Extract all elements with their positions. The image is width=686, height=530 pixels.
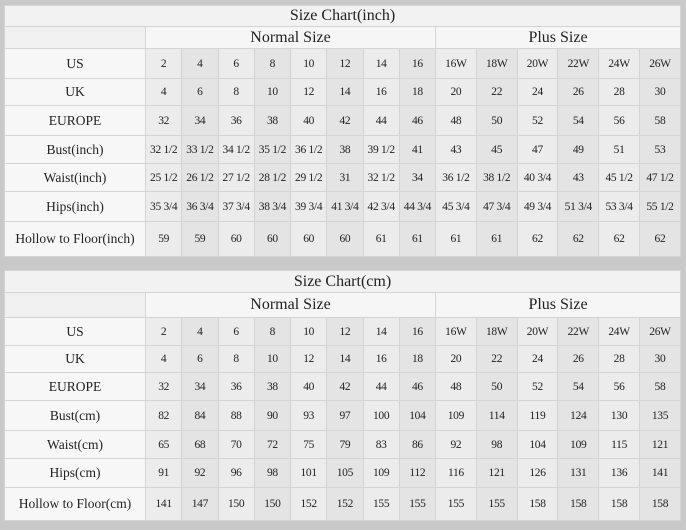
- size-value-cell: 28: [599, 79, 640, 106]
- size-chart-cm: [4, 270, 681, 521]
- size-value-cell: 93: [291, 401, 327, 431]
- size-value-cell: 6: [182, 79, 218, 106]
- size-value-cell: 22: [476, 346, 517, 373]
- size-value-cell: 59: [182, 222, 218, 257]
- size-value-cell: 86: [399, 431, 435, 459]
- size-value-cell: 26W: [640, 49, 681, 79]
- size-value-cell: 126: [517, 459, 558, 488]
- size-value-cell: 50: [476, 106, 517, 136]
- size-value-cell: 32 1/2: [363, 164, 399, 192]
- size-value-cell: 109: [558, 431, 599, 459]
- corner-cell: [5, 27, 146, 49]
- size-value-cell: 16: [363, 346, 399, 373]
- size-value-cell: 92: [182, 459, 218, 488]
- size-value-cell: 30: [640, 79, 681, 106]
- size-value-cell: 14: [327, 79, 363, 106]
- size-value-cell: 8: [254, 318, 290, 346]
- size-group-row: [5, 27, 681, 49]
- size-value-cell: 38 3/4: [254, 192, 290, 222]
- size-value-cell: 97: [327, 401, 363, 431]
- size-value-cell: 36 1/2: [436, 164, 477, 192]
- size-value-cell: 24: [517, 79, 558, 106]
- size-value-cell: 54: [558, 106, 599, 136]
- size-value-cell: 30: [640, 346, 681, 373]
- size-value-cell: 16: [399, 318, 435, 346]
- size-value-cell: 112: [399, 459, 435, 488]
- size-value-cell: 43: [558, 164, 599, 192]
- size-value-cell: 14: [363, 49, 399, 79]
- size-value-cell: 40: [291, 106, 327, 136]
- size-value-cell: 4: [182, 49, 218, 79]
- row-label: Hips(cm): [5, 459, 146, 488]
- size-value-cell: 4: [146, 346, 182, 373]
- size-value-cell: 16W: [436, 318, 477, 346]
- size-value-cell: 27 1/2: [218, 164, 254, 192]
- table-row: [5, 373, 681, 401]
- size-value-cell: 60: [254, 222, 290, 257]
- size-value-cell: 39 3/4: [291, 192, 327, 222]
- size-value-cell: 34: [182, 106, 218, 136]
- size-value-cell: 10: [254, 79, 290, 106]
- size-value-cell: 141: [146, 488, 182, 521]
- size-value-cell: 36: [218, 373, 254, 401]
- table-row: [5, 106, 681, 136]
- size-value-cell: 152: [327, 488, 363, 521]
- size-value-cell: 50: [476, 373, 517, 401]
- size-value-cell: 135: [640, 401, 681, 431]
- corner-cell: [5, 293, 146, 318]
- size-value-cell: 28 1/2: [254, 164, 290, 192]
- size-value-cell: 2: [146, 318, 182, 346]
- size-value-cell: 44: [363, 106, 399, 136]
- size-value-cell: 53: [640, 136, 681, 164]
- size-value-cell: 10: [291, 49, 327, 79]
- size-value-cell: 42 3/4: [363, 192, 399, 222]
- size-value-cell: 61: [436, 222, 477, 257]
- table-row: [5, 318, 681, 346]
- row-label: US: [5, 49, 146, 79]
- table-row: [5, 431, 681, 459]
- size-value-cell: 68: [182, 431, 218, 459]
- size-value-cell: 12: [291, 346, 327, 373]
- size-value-cell: 58: [640, 373, 681, 401]
- size-value-cell: 88: [218, 401, 254, 431]
- size-value-cell: 24W: [599, 49, 640, 79]
- size-value-cell: 79: [327, 431, 363, 459]
- size-value-cell: 32: [146, 373, 182, 401]
- table-row: [5, 49, 681, 79]
- size-value-cell: 26 1/2: [182, 164, 218, 192]
- size-value-cell: 44 3/4: [399, 192, 435, 222]
- size-value-cell: 36 3/4: [182, 192, 218, 222]
- size-value-cell: 10: [291, 318, 327, 346]
- size-value-cell: 45 1/2: [599, 164, 640, 192]
- size-value-cell: 114: [476, 401, 517, 431]
- size-value-cell: 56: [599, 373, 640, 401]
- size-value-cell: 24W: [599, 318, 640, 346]
- row-label: Waist(cm): [5, 431, 146, 459]
- table-row: [5, 401, 681, 431]
- size-value-cell: 38: [254, 106, 290, 136]
- size-value-cell: 83: [363, 431, 399, 459]
- size-value-cell: 105: [327, 459, 363, 488]
- size-value-cell: 47 3/4: [476, 192, 517, 222]
- size-value-cell: 47 1/2: [640, 164, 681, 192]
- size-value-cell: 26: [558, 346, 599, 373]
- size-value-cell: 8: [218, 79, 254, 106]
- size-value-cell: 40 3/4: [517, 164, 558, 192]
- size-value-cell: 58: [640, 106, 681, 136]
- size-value-cell: 41 3/4: [327, 192, 363, 222]
- size-value-cell: 12: [291, 79, 327, 106]
- size-value-cell: 130: [599, 401, 640, 431]
- size-value-cell: 41: [399, 136, 435, 164]
- size-value-cell: 121: [476, 459, 517, 488]
- size-value-cell: 141: [640, 459, 681, 488]
- size-value-cell: 14: [363, 318, 399, 346]
- size-value-cell: 51: [599, 136, 640, 164]
- size-value-cell: 49: [558, 136, 599, 164]
- size-value-cell: 82: [146, 401, 182, 431]
- size-value-cell: 29 1/2: [291, 164, 327, 192]
- size-value-cell: 34 1/2: [218, 136, 254, 164]
- size-value-cell: 60: [327, 222, 363, 257]
- size-value-cell: 44: [363, 373, 399, 401]
- size-value-cell: 16: [363, 79, 399, 106]
- size-value-cell: 91: [146, 459, 182, 488]
- size-value-cell: 119: [517, 401, 558, 431]
- size-value-cell: 158: [558, 488, 599, 521]
- size-value-cell: 96: [218, 459, 254, 488]
- size-value-cell: 45: [476, 136, 517, 164]
- size-value-cell: 124: [558, 401, 599, 431]
- row-label: Hips(inch): [5, 192, 146, 222]
- size-value-cell: 150: [218, 488, 254, 521]
- row-label: US: [5, 318, 146, 346]
- table-row: [5, 192, 681, 222]
- size-value-cell: 115: [599, 431, 640, 459]
- normal-size-header: Normal Size: [146, 27, 436, 49]
- size-value-cell: 155: [399, 488, 435, 521]
- size-chart-inch: [4, 5, 681, 257]
- row-label: UK: [5, 346, 146, 373]
- size-value-cell: 48: [436, 106, 477, 136]
- size-value-cell: 147: [182, 488, 218, 521]
- size-value-cell: 104: [517, 431, 558, 459]
- size-value-cell: 6: [218, 49, 254, 79]
- size-value-cell: 4: [182, 318, 218, 346]
- size-value-cell: 155: [476, 488, 517, 521]
- size-value-cell: 90: [254, 401, 290, 431]
- size-value-cell: 158: [517, 488, 558, 521]
- size-value-cell: 46: [399, 373, 435, 401]
- size-value-cell: 75: [291, 431, 327, 459]
- size-value-cell: 37 3/4: [218, 192, 254, 222]
- size-value-cell: 18: [399, 346, 435, 373]
- size-value-cell: 8: [218, 346, 254, 373]
- size-value-cell: 35 3/4: [146, 192, 182, 222]
- size-value-cell: 20W: [517, 49, 558, 79]
- table-row: [5, 459, 681, 488]
- title-row: [5, 271, 681, 293]
- size-value-cell: 25 1/2: [146, 164, 182, 192]
- size-value-cell: 55 1/2: [640, 192, 681, 222]
- size-value-cell: 14: [327, 346, 363, 373]
- size-value-cell: 36: [218, 106, 254, 136]
- size-value-cell: 20W: [517, 318, 558, 346]
- size-value-cell: 8: [254, 49, 290, 79]
- size-value-cell: 40: [291, 373, 327, 401]
- row-label: Bust(cm): [5, 401, 146, 431]
- row-label: Hollow to Floor(inch): [5, 222, 146, 257]
- size-value-cell: 65: [146, 431, 182, 459]
- size-value-cell: 51 3/4: [558, 192, 599, 222]
- size-value-cell: 62: [517, 222, 558, 257]
- size-value-cell: 152: [291, 488, 327, 521]
- size-value-cell: 62: [599, 222, 640, 257]
- size-value-cell: 42: [327, 106, 363, 136]
- size-value-cell: 100: [363, 401, 399, 431]
- size-value-cell: 28: [599, 346, 640, 373]
- size-value-cell: 38: [254, 373, 290, 401]
- size-value-cell: 39 1/2: [363, 136, 399, 164]
- size-value-cell: 121: [640, 431, 681, 459]
- table-row: [5, 222, 681, 257]
- size-value-cell: 16W: [436, 49, 477, 79]
- size-value-cell: 49 3/4: [517, 192, 558, 222]
- size-value-cell: 98: [476, 431, 517, 459]
- size-value-cell: 20: [436, 79, 477, 106]
- table-row: [5, 346, 681, 373]
- size-value-cell: 158: [640, 488, 681, 521]
- size-value-cell: 61: [476, 222, 517, 257]
- size-value-cell: 34: [399, 164, 435, 192]
- size-value-cell: 6: [218, 318, 254, 346]
- size-value-cell: 116: [436, 459, 477, 488]
- size-value-cell: 26W: [640, 318, 681, 346]
- size-value-cell: 47: [517, 136, 558, 164]
- table-row: [5, 79, 681, 106]
- size-value-cell: 16: [399, 49, 435, 79]
- size-value-cell: 62: [640, 222, 681, 257]
- row-label: UK: [5, 79, 146, 106]
- size-value-cell: 4: [146, 79, 182, 106]
- size-value-cell: 45 3/4: [436, 192, 477, 222]
- row-label: EUROPE: [5, 106, 146, 136]
- size-value-cell: 31: [327, 164, 363, 192]
- size-value-cell: 36 1/2: [291, 136, 327, 164]
- size-value-cell: 60: [218, 222, 254, 257]
- size-value-cell: 43: [436, 136, 477, 164]
- size-value-cell: 109: [436, 401, 477, 431]
- size-value-cell: 54: [558, 373, 599, 401]
- size-value-cell: 48: [436, 373, 477, 401]
- size-value-cell: 22W: [558, 318, 599, 346]
- row-label: Bust(inch): [5, 136, 146, 164]
- size-value-cell: 59: [146, 222, 182, 257]
- size-value-cell: 109: [363, 459, 399, 488]
- size-value-cell: 52: [517, 373, 558, 401]
- size-value-cell: 2: [146, 49, 182, 79]
- size-value-cell: 53 3/4: [599, 192, 640, 222]
- size-value-cell: 104: [399, 401, 435, 431]
- size-value-cell: 98: [254, 459, 290, 488]
- size-value-cell: 38: [327, 136, 363, 164]
- size-value-cell: 18W: [476, 49, 517, 79]
- normal-size-header: Normal Size: [146, 293, 436, 318]
- size-value-cell: 10: [254, 346, 290, 373]
- plus-size-header: Plus Size: [436, 293, 681, 318]
- size-value-cell: 12: [327, 49, 363, 79]
- size-value-cell: 20: [436, 346, 477, 373]
- size-value-cell: 155: [363, 488, 399, 521]
- size-value-cell: 32 1/2: [146, 136, 182, 164]
- size-value-cell: 52: [517, 106, 558, 136]
- chart-title: Size Chart(inch): [5, 6, 681, 27]
- size-value-cell: 22: [476, 79, 517, 106]
- size-value-cell: 72: [254, 431, 290, 459]
- size-value-cell: 150: [254, 488, 290, 521]
- size-value-cell: 26: [558, 79, 599, 106]
- size-value-cell: 6: [182, 346, 218, 373]
- size-value-cell: 61: [399, 222, 435, 257]
- size-value-cell: 60: [291, 222, 327, 257]
- size-value-cell: 136: [599, 459, 640, 488]
- size-value-cell: 62: [558, 222, 599, 257]
- size-value-cell: 33 1/2: [182, 136, 218, 164]
- size-group-row: [5, 293, 681, 318]
- size-value-cell: 84: [182, 401, 218, 431]
- size-value-cell: 155: [436, 488, 477, 521]
- table-row: [5, 136, 681, 164]
- size-value-cell: 92: [436, 431, 477, 459]
- size-value-cell: 56: [599, 106, 640, 136]
- size-value-cell: 70: [218, 431, 254, 459]
- table-row: [5, 488, 681, 521]
- size-value-cell: 32: [146, 106, 182, 136]
- row-label: Waist(inch): [5, 164, 146, 192]
- size-value-cell: 12: [327, 318, 363, 346]
- size-value-cell: 61: [363, 222, 399, 257]
- row-label: Hollow to Floor(cm): [5, 488, 146, 521]
- plus-size-header: Plus Size: [436, 27, 681, 49]
- size-value-cell: 22W: [558, 49, 599, 79]
- chart-title: Size Chart(cm): [5, 271, 681, 293]
- size-value-cell: 18: [399, 79, 435, 106]
- size-value-cell: 42: [327, 373, 363, 401]
- title-row: [5, 6, 681, 27]
- size-value-cell: 35 1/2: [254, 136, 290, 164]
- size-value-cell: 18W: [476, 318, 517, 346]
- size-value-cell: 34: [182, 373, 218, 401]
- size-value-cell: 101: [291, 459, 327, 488]
- row-label: EUROPE: [5, 373, 146, 401]
- size-value-cell: 131: [558, 459, 599, 488]
- size-value-cell: 158: [599, 488, 640, 521]
- size-value-cell: 24: [517, 346, 558, 373]
- size-value-cell: 38 1/2: [476, 164, 517, 192]
- size-value-cell: 46: [399, 106, 435, 136]
- table-row: [5, 164, 681, 192]
